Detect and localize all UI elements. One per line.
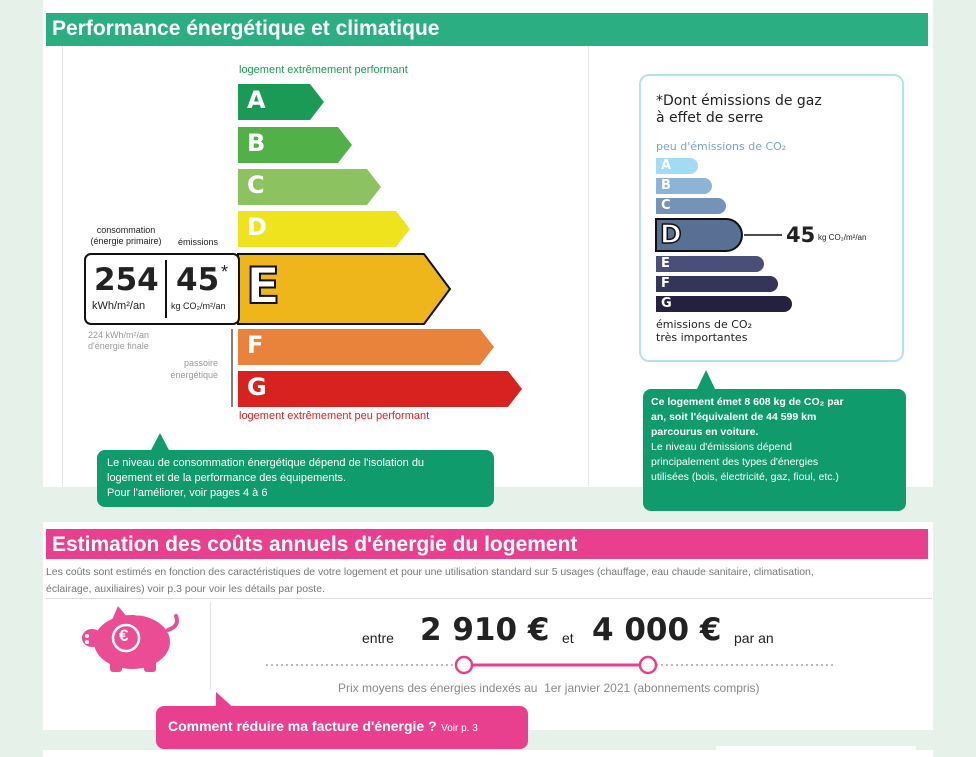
energy-costs-title: Estimation des coûts annuels d'énergie du logement [46, 529, 928, 559]
dpe-letter-F: F [247, 331, 264, 359]
bubble-left-line3: Pour l'améliorer, voir pages 4 à 6 [107, 487, 268, 499]
bubble-left-line1: Le niveau de consommation énergétique dépend de l'isolation du [107, 457, 425, 469]
bubble-right-bold2: an, soit l'équivalent de 44 599 km [651, 411, 817, 423]
emissions-label: émissions [178, 237, 219, 247]
ges-letter-B: B [661, 178, 671, 193]
ges-bottom-label-line1: émissions de CO₂ [656, 318, 752, 331]
consumption-unit: kWh/m²/an [92, 300, 146, 312]
passoire-line2: énergétique [170, 370, 218, 380]
dpe-letter-D: D [247, 213, 267, 241]
passoire-line1: passoire [183, 358, 218, 368]
cost-word-and: et [562, 630, 574, 646]
ges-title-line1: *Dont émissions de gaz [656, 93, 822, 109]
energy-performance-title: Performance énergétique et climatique [46, 13, 928, 46]
emissions-star: * [221, 262, 229, 282]
price-note: Prix moyens des énergies indexés au 1er janvier 2021 (abonnements compris) [338, 681, 760, 695]
reduce-bill-button[interactable] [156, 706, 528, 749]
ges-letter-G: G [661, 296, 672, 311]
ges-title-line2: à effet de serre [656, 110, 764, 126]
bubble-left-line2: logement et de la performance des équipements. [107, 472, 347, 484]
bubble-right-line6: utilisées (bois, électricité, gaz, fioul, etc.) [651, 471, 839, 483]
dpe-bottom-label: logement extrêmement peu performant [239, 410, 430, 422]
ges-letter-E: E [661, 256, 670, 271]
consumption-label-line1: consommation [96, 225, 156, 235]
dpe-letter-B: B [247, 129, 266, 157]
next-section-highlight [716, 745, 916, 757]
cost-word-per-year: par an [734, 630, 774, 646]
reduce-bill-page-ref: Voir p. 3 [441, 723, 478, 734]
cost-max-value: 4 000 € [592, 612, 722, 648]
final-energy-line2: d'énergie finale [88, 341, 149, 351]
cost-word-between: entre [362, 630, 394, 646]
consumption-value: 254 [94, 262, 159, 298]
dpe-letter-A: A [247, 86, 266, 114]
bubble-right-line5: principalement des types d'énergies [651, 456, 819, 468]
costs-intro-line1: Les coûts sont estimés en fonction des caractéristiques de votre logement et pour une utilisation standard sur 5 usages (chauffage, eau chaude sanitaire, climatisation, [46, 566, 814, 578]
dpe-letter-C: C [247, 171, 265, 199]
bubble-right-line4: Le niveau d'émissions dépend [651, 441, 792, 453]
consumption-label-line2: (énergie primaire) [90, 236, 162, 246]
ges-letter-F: F [661, 276, 670, 291]
reduce-bill-label: Comment réduire ma facture d'énergie ? [168, 718, 437, 734]
piggy-euro-symbol: € [119, 626, 129, 645]
costs-intro-line2: éclairage, auxiliaires) voir p.3 pour voir les détails par poste. [46, 583, 325, 595]
ges-letter-A: A [661, 158, 672, 173]
ges-letter-C: C [661, 198, 671, 213]
dpe-letter-E: E [246, 257, 281, 315]
cost-min-value: 2 910 € [420, 612, 550, 648]
final-energy-line1: 224 kWh/m²/an [88, 330, 150, 340]
ges-top-label: peu d'émissions de CO₂ [656, 140, 787, 153]
emissions-unit: kg CO₂/m²/an [171, 301, 226, 311]
emissions-value: 45 [176, 262, 220, 298]
ges-bottom-label-line2: très importantes [656, 331, 748, 344]
ges-letter-D: D [660, 220, 682, 250]
ges-unit: kg CO₂/m²/an [818, 233, 867, 242]
dpe-letter-G: G [247, 373, 267, 401]
dpe-top-label: logement extrêmement performant [239, 64, 408, 76]
bubble-right-bold3: parcourus en voiture. [651, 426, 759, 438]
ges-value: 45 [786, 223, 816, 247]
bubble-right-bold1: Ce logement émet 8 608 kg de CO₂ par [651, 396, 844, 408]
